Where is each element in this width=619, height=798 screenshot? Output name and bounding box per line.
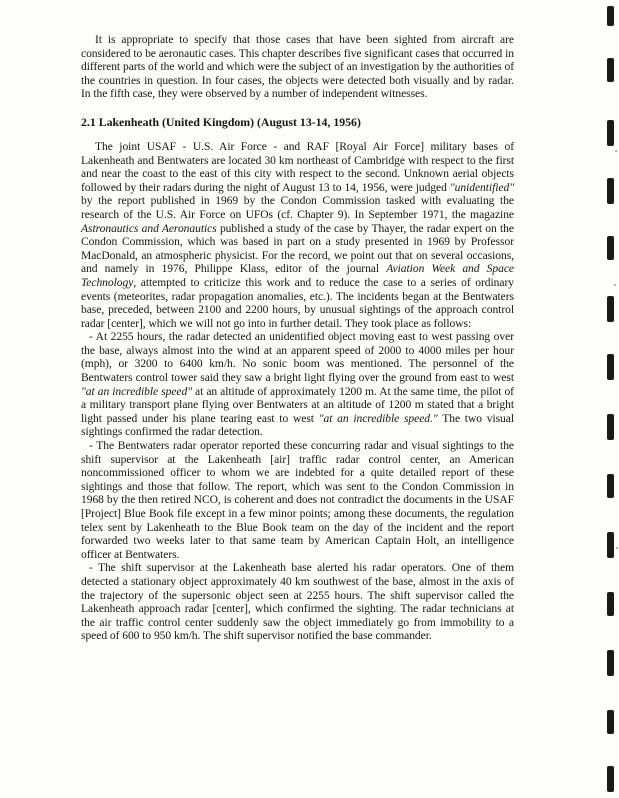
p1-magazine-title: Astronautics and Aeronautics bbox=[81, 222, 217, 235]
binding-ring bbox=[607, 178, 614, 204]
section-title: Lakenheath (United Kingdom) (August 13-14, 1956) bbox=[98, 114, 361, 129]
binding-ring bbox=[607, 474, 614, 498]
body-paragraph-4: - The shift supervisor at the Lakenheath base alerted his radar operators. One of them detected a stationary object approximately 40 km southwest of the base, almost in the axis of the trajectory of the supersonic object seen at 2255 hours. The shift supervisor called the Lakenheath approach radar [center], which confirmed the sighting. The radar technicians at the air traffic control center suddenly saw the object immediately go from immobility to a speed of 600 to 950 km/h. The shift supervisor notified the base commander. bbox=[81, 562, 514, 643]
p1-text-g: , attempted to criticize this work and to reduce the case to a series of ordinary events (meteorites, radar propagation anomalies, etc.). The incidents began at the Bentwaters base, preceded, between 2100 and 2200 hours, by unusual sightings of the approach control radar [center], which we will not go into in further detail. They took place as follows: bbox=[81, 276, 514, 330]
binding-ring bbox=[607, 766, 614, 792]
p1-quote-unidentified: "unidentified" bbox=[449, 181, 514, 194]
paper-speck bbox=[615, 150, 617, 152]
p2-quote-speed: "at an incredible speed" bbox=[81, 385, 192, 398]
p2-text-e: The two visual sightings confirmed the radar detection. bbox=[81, 412, 514, 439]
binding-ring bbox=[607, 236, 614, 260]
spiral-binding bbox=[595, 0, 619, 798]
intro-paragraph: It is appropriate to specify that those cases that have been sighted from aircraft are considered to be aeronautic cases. This chapter describes five significant cases that occurred in different parts of the world and which were the subject of an investigation by the authorities of the countries in question. In four cases, the objects were detected both visually and by radar. In the fifth case, they were observed by a number of independent witnesses. bbox=[81, 34, 514, 101]
binding-ring bbox=[607, 120, 614, 146]
p1-text-e: published a study of the case by Thayer, the radar expert on the Condon Commission, which was based in part on a study presented in 1969 by Professor MacDonald, an atmospheric physicist. For the record, we point out that on several occasions, and namely in 1976, Philippe Klass, editor of the journal bbox=[81, 222, 514, 276]
document-page bbox=[81, 34, 514, 644]
body-paragraph-3: - The Bentwaters radar operator reported these concurring radar and visual sightings to the shift supervisor at the Lakenheath [air] traffic radar control center, an American noncommissioned officer to whom we are indebted for a quite detailed report of these sightings and those that follow. The report, which was sent to the Condon Commission in 1968 by the then retired NCO, is coherent and does not contradict the documents in the USAF [Project] Blue Book file except in a few minor points; among these documents, the regulation telex sent by Lakenheath to the Blue Book team on the day of the incident and the report forwarded two weeks later to that same team by American Captain Holt, an intelligence officer at Bentwaters. bbox=[81, 440, 514, 561]
binding-ring bbox=[607, 592, 614, 616]
binding-ring bbox=[607, 296, 614, 322]
binding-ring bbox=[607, 650, 614, 676]
binding-ring bbox=[607, 710, 614, 734]
paper-speck bbox=[614, 284, 616, 286]
p2-quote-speed-2: "at an incredible speed." bbox=[318, 412, 438, 425]
paper-speck bbox=[616, 547, 618, 549]
binding-ring bbox=[607, 354, 614, 380]
p2-text-c: at an altitude of approximately 1200 m. At the same time, the pilot of a military transport plane flying over Bentwaters at an altitude of 1200 m stated that a bright light passed under his plane tearing east to west bbox=[81, 385, 514, 425]
binding-ring bbox=[607, 414, 614, 440]
p1-text-c: by the report published in 1969 by the Condon Commission tasked with evaluating the research of the U.S. Air Force on UFOs (cf. Chapter 9). In September 1971, the magazine bbox=[81, 195, 514, 221]
section-number: 2.1 bbox=[81, 114, 96, 129]
binding-ring bbox=[607, 58, 614, 82]
section-heading bbox=[81, 115, 514, 129]
p2-text-a: - At 2255 hours, the radar detected an unidentified object moving east to west passing over the base, always almost into the wind at an apparent speed of 2000 to 4000 miles per hour (mph), or 3200 to 6400 km/h. No sonic boom was mentioned. The personnel of the Bentwaters control tower said they saw a bright light flying over the ground from east to west bbox=[81, 331, 514, 385]
body-paragraph-2 bbox=[81, 331, 514, 440]
binding-ring bbox=[607, 532, 614, 558]
p1-text-a: The joint USAF - U.S. Air Force - and RAF [Royal Air Force] military bases of Lakenheath and Bentwaters are located 30 km northeast of Cambridge with respect to the first and near the coast to the east of this city with respect to the second. Unknown aerial objects followed by their radars during the night of August 13 to 14, 1956, were judged bbox=[81, 140, 514, 194]
body-paragraph-1 bbox=[81, 141, 514, 331]
p1-journal-title: Aviation Week and Space Technology bbox=[81, 263, 514, 289]
binding-ring bbox=[607, 6, 614, 26]
